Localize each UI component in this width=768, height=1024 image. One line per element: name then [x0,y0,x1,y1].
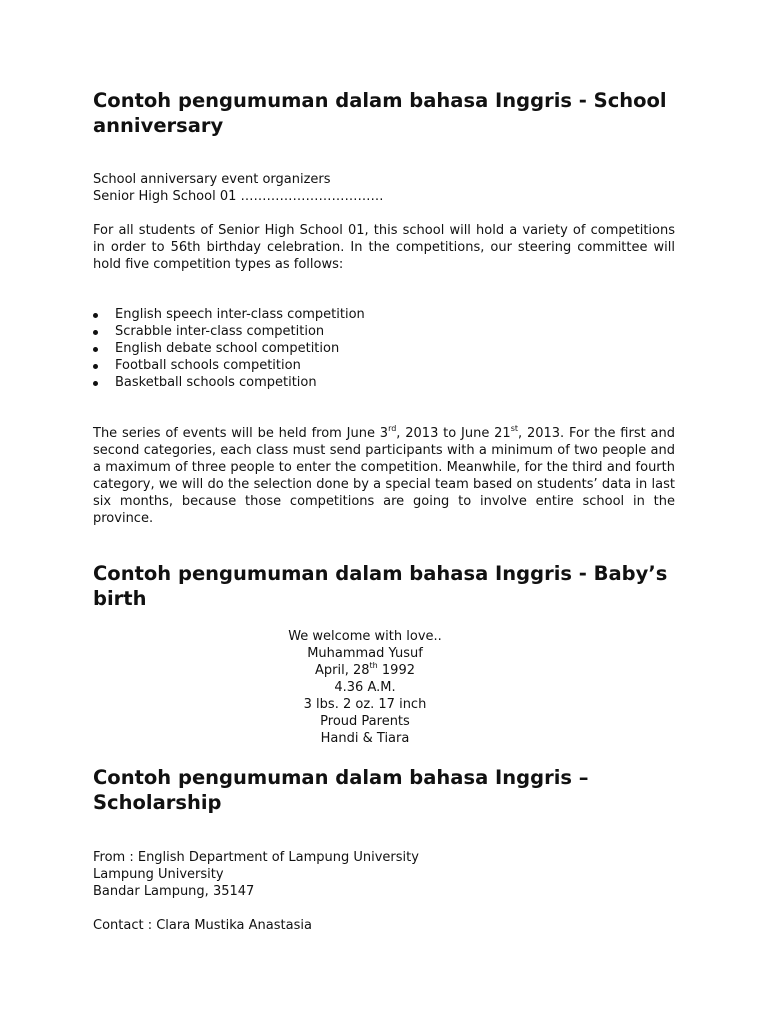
ordinal-suffix: st [510,424,519,433]
list-item: English debate school competition [115,340,675,357]
list-item: English speech inter-class competition [115,306,675,323]
list-item: Scrabble inter-class competition [115,323,675,340]
details-paragraph [93,425,675,527]
list-item: Football schools competition [115,357,675,374]
baby-name: Muhammad Yusuf [307,646,423,661]
birth-date [165,662,565,679]
heading-babys-birth: Contoh pengumuman dalam bahasa Inggris - Baby’s birth [93,562,668,610]
list-item: Basketball schools competition [115,374,675,391]
ordinal-suffix: rd [388,424,397,433]
heading-school-anniversary: Contoh pengumuman dalam bahasa Inggris - School anniversary [93,89,667,137]
intro-paragraph: For all students of Senior High School 01, this school will hold a variety of competitions in order to 56th birthday celebration. In the competitions, our steering committee will hold five competition types as follows: [93,223,675,272]
details-text: The series of events will be held from June 3 [93,426,389,441]
birth-date-text: April, 28 [315,663,370,678]
from-line: Bandar Lampung, 35147 [93,884,255,899]
heading-scholarship: Contoh pengumuman dalam bahasa Inggris – Scholarship [93,766,589,814]
birth-announcement [165,628,565,747]
parents-label: Proud Parents [320,714,410,729]
from-line: From : English Department of Lampung University [93,850,419,865]
contact-line: Contact : Clara Mustika Anastasia [93,918,312,933]
welcome-line: We welcome with love.. [288,629,442,644]
birth-time: 4.36 A.M. [334,680,396,695]
from-line: Lampung University [93,867,224,882]
competition-list [93,306,675,391]
birth-date-text: 1992 [377,663,415,678]
parents-names: Handi & Tiara [320,731,410,746]
details-text: , 2013 to June 21 [396,426,511,441]
birth-weight: 3 lbs. 2 oz. 17 inch [303,697,427,712]
ordinal-suffix: th [369,661,378,670]
organizer-block [93,171,675,205]
from-block [93,849,675,900]
organizer-line: Senior High School 01 …………………………… [93,189,384,204]
organizer-line: School anniversary event organizers [93,172,331,187]
details-text: , 2013. For the first and second categories, each class must send participants with a minimum of two people and a maximum of three people to enter the competition. Meanwhile, for the third and fourth category, we will do the selection done by a special team based on students’ data in last six months, because those competitions are going to involve entire school in the province. [93,426,675,526]
